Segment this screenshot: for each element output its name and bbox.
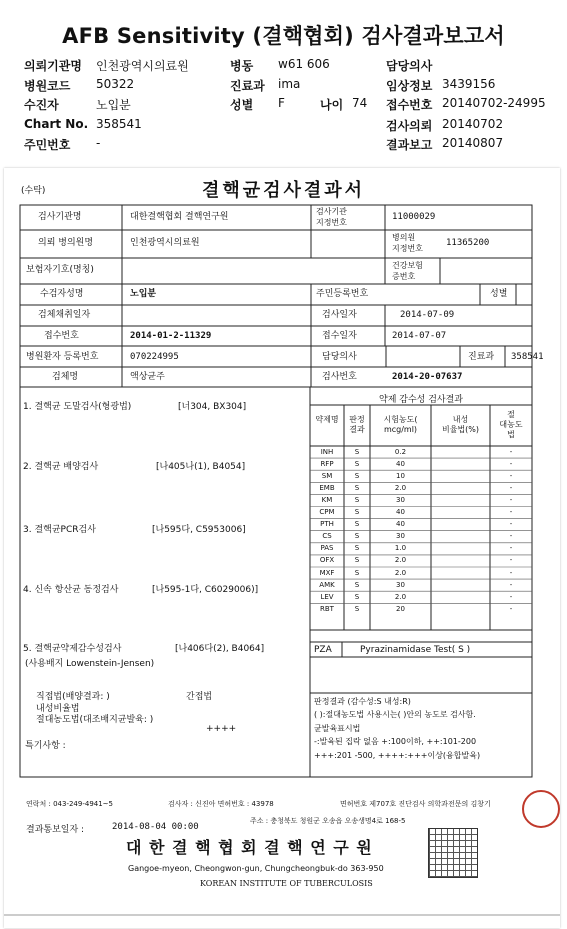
form-field-recv_val: 2014-01-2-11329 <box>130 331 212 341</box>
form-field-specimen: 검체명 <box>52 372 79 382</box>
notice-date-label: 결과통보일자 : <box>26 825 85 835</box>
drug-cell-name: EMB <box>319 483 335 492</box>
header-field-label: Chart No. <box>24 117 89 131</box>
direct-method: 직접법(배양결과: ) <box>36 692 110 702</box>
drug-cell-abs: - <box>509 604 513 613</box>
test-item-code: [나595다, C5953006] <box>152 525 246 535</box>
contact: 연락처 : 043-249-4941~5 <box>26 800 114 808</box>
form-field-dept: 진료과 <box>468 352 495 362</box>
header-field-label: 담당의사 <box>386 59 433 73</box>
drug-cell-conc: 2.0 <box>394 592 407 601</box>
drug-cell-conc: 0.2 <box>394 447 407 456</box>
header-field-label: 병원코드 <box>24 79 71 93</box>
pza-result: Pyrazinamidase Test( S ) <box>360 645 471 655</box>
form-field-test_no_val: 2014-20-07637 <box>392 372 463 382</box>
header-field-label: 접수번호 <box>386 98 433 112</box>
drug-cell-conc: 40 <box>396 520 405 529</box>
form-field-collect: 검체채취일자 <box>38 310 91 320</box>
note-line: -:발육된 집락 없음 +:100이하, ++:101-200 <box>314 737 477 746</box>
special-notes: 특기사항 : <box>25 741 66 751</box>
drug-cell-res: S <box>354 508 360 516</box>
test-item-label: 5. 결핵균약제감수성검사 <box>23 644 122 654</box>
drug-cell-res: S <box>354 532 360 541</box>
header-field-value: w61 606 <box>278 57 330 71</box>
header-field-label: 성별 <box>230 98 254 112</box>
form-field-patient_val: 노입분 <box>130 289 157 299</box>
test-item-code: [나405나(1), B4054] <box>156 462 246 472</box>
header-field-value: 20140702 <box>442 117 504 131</box>
drug-cell-abs: - <box>509 459 513 468</box>
header-field-value: 20140702-24995 <box>442 96 546 110</box>
test-item-label: 2. 결핵균 배양검사 <box>23 462 99 472</box>
drug-cell-conc: 10 <box>396 471 405 480</box>
form-field-dept_val: 358541 <box>511 352 544 362</box>
absolute-method: 절대농도법(대조배지균발육: ) <box>36 715 154 725</box>
drug-cell-conc: 40 <box>396 508 405 516</box>
address: 주소 : 충청북도 청원군 오송읍 오송생명4로 168-5 <box>250 817 406 825</box>
form-field-specimen_val: 액상균주 <box>130 372 165 382</box>
drug-cell-name: RFP <box>320 459 334 468</box>
form-field-patient: 수검자성명 <box>40 289 84 299</box>
header-field-value: ima <box>278 77 301 91</box>
drug-cell-res: S <box>354 580 360 589</box>
drug-cell-conc: 30 <box>396 532 405 541</box>
form-field-reg_val: 070224995 <box>130 352 179 362</box>
header-field-value: 50322 <box>96 77 135 91</box>
drug-cell-name: CPM <box>319 508 335 516</box>
header-field-label: 검사의뢰 <box>386 119 433 133</box>
note-line: +++:201 -500, ++++:+++이상(융합발육) <box>314 751 481 760</box>
indirect-method: 간접법 <box>186 692 213 702</box>
sensitivity-col-header: 절 대농도 법 <box>499 410 523 439</box>
org-address: Gangoe-myeon, Cheongwon-gun, Chungcheongbuk-do 363-950 <box>128 864 384 873</box>
doctor-seal <box>522 790 560 828</box>
form-title: 결핵균검사결과서 <box>201 180 366 201</box>
form-field-test_no: 검사번호 <box>322 372 357 382</box>
drug-cell-name: MXF <box>319 568 335 577</box>
org-name-en: KOREAN INSTITUTE OF TUBERCULOSIS <box>200 879 373 888</box>
test-item-label: 4. 신속 항산균 동정검사 <box>23 585 119 595</box>
header-field-label: 의뢰기관명 <box>24 59 82 73</box>
drug-cell-abs: - <box>509 544 513 553</box>
drug-cell-abs: - <box>509 508 513 516</box>
form-field-recv_date: 접수일자 <box>322 331 357 341</box>
drug-cell-conc: 30 <box>396 580 405 589</box>
header-field-label: 결과보고 <box>386 138 433 152</box>
drug-cell-abs: - <box>509 592 513 601</box>
drug-cell-conc: 2.0 <box>394 568 407 577</box>
header-field-label: 병동 <box>230 59 254 73</box>
header-field-value: 20140807 <box>442 136 504 150</box>
header-field-label: 진료과 <box>230 79 265 93</box>
drug-cell-name: PTH <box>320 520 334 529</box>
drug-cell-name: OFX <box>319 556 335 565</box>
test5-medium: (사용배지 Lowenstein-Jensen) <box>25 659 155 669</box>
drug-cell-abs: - <box>509 447 513 456</box>
test-item-code: [너304, BX304] <box>178 402 247 412</box>
org-name: 대 한 결 핵 협 회 결 핵 연 구 원 <box>126 838 373 857</box>
header-field-label: 임상정보 <box>386 79 433 93</box>
drug-cell-name: INH <box>320 447 334 456</box>
pza-label: PZA <box>314 645 332 655</box>
header-field-value: 3439156 <box>442 77 496 91</box>
drug-cell-res: S <box>354 544 360 553</box>
form-field-inst_no_val: 11000029 <box>392 212 436 222</box>
header-field-value: 74 <box>352 96 368 110</box>
drug-cell-abs: - <box>509 495 513 504</box>
drug-cell-name: CS <box>322 532 332 541</box>
test-item-label: 1. 결핵균 도말검사(형광법) <box>23 402 132 412</box>
form-field-doctor: 담당의사 <box>322 352 357 362</box>
sensitivity-header: 약제 감수성 검사결과 <box>379 395 463 405</box>
test-item-label: 3. 결핵균PCR검사 <box>23 525 96 535</box>
header-field-value: 노입분 <box>96 98 131 112</box>
form-field-inst_no: 검사기관 지정번호 <box>316 207 347 227</box>
doctor-license: 면허번호 제707호 진단검사 의학과전문의 김창기 <box>340 800 491 808</box>
form-field-recv_date_val: 2014-07-07 <box>392 331 447 341</box>
drug-cell-res: S <box>354 483 360 492</box>
ratio-method: 내성비율법 <box>36 704 80 714</box>
header-field-label: 나이 <box>320 98 344 112</box>
sensitivity-col-header: 내성 비율법(%) <box>441 415 480 434</box>
test-item-code: [나406다(2), B4064] <box>175 644 265 654</box>
header-field-value: - <box>96 136 101 150</box>
drug-cell-abs: - <box>509 568 513 577</box>
drug-cell-name: KM <box>321 495 333 504</box>
drug-cell-res: S <box>354 459 360 468</box>
drug-cell-conc: 30 <box>396 495 405 504</box>
form-field-ins2: 건강보험 증번호 <box>392 261 423 281</box>
form-field-hosp_no_val: 11365200 <box>446 238 490 248</box>
drug-cell-res: S <box>354 520 360 529</box>
note-line: ( ):절대농도법 사용시는( )안의 농도로 검사함. <box>314 710 476 719</box>
drug-cell-conc: 1.0 <box>394 544 407 553</box>
drug-cell-name: SM <box>321 471 333 480</box>
form-field-inst: 검사기관명 <box>38 212 82 222</box>
form-field-hosp: 의뢰 병의원명 <box>38 238 94 248</box>
note-line: 판정결과 (감수성:S 내성:R) <box>314 697 411 706</box>
notice-date: 2014-08-04 00:00 <box>112 822 199 832</box>
drug-cell-abs: - <box>509 580 513 589</box>
drug-cell-name: AMK <box>319 580 335 589</box>
sensitivity-col-header: 판정 결과 <box>349 415 365 434</box>
absolute-control-growth: ++++ <box>206 724 237 734</box>
form-field-test_date: 검사일자 <box>322 310 357 320</box>
drug-cell-res: S <box>354 471 360 480</box>
drug-cell-abs: - <box>509 532 513 541</box>
drug-cell-res: S <box>354 592 360 601</box>
form-field-hosp_val: 인천광역시의료원 <box>130 238 200 248</box>
header-field-label: 주민번호 <box>24 138 71 152</box>
drug-cell-name: PAS <box>320 544 334 553</box>
header-field-value: 358541 <box>96 117 142 131</box>
form-code: (수탁) <box>21 186 46 196</box>
institute-seal <box>428 828 478 878</box>
drug-cell-conc: 2.0 <box>394 483 407 492</box>
drug-cell-abs: - <box>509 520 513 529</box>
drug-cell-conc: 2.0 <box>394 556 407 565</box>
drug-cell-res: S <box>354 447 360 456</box>
sensitivity-col-header: 시험농도( mcg/ml) <box>383 415 418 434</box>
form-field-rrn: 주민등록번호 <box>316 289 369 299</box>
drug-cell-abs: - <box>509 556 513 565</box>
sensitivity-col-header: 약제명 <box>315 415 339 424</box>
form-field-test_date_val: 2014-07-09 <box>400 310 455 320</box>
drug-cell-res: S <box>354 556 360 565</box>
form-field-reg: 병원환자 등록번호 <box>26 352 99 362</box>
drug-cell-conc: 40 <box>396 459 405 468</box>
examiner: 검사자 : 신진아 면허번호 : 43978 <box>168 800 274 808</box>
header-field-value: 인천광역시의료원 <box>96 59 189 73</box>
form-field-hosp_no: 병의원 지정번호 <box>392 233 423 253</box>
drug-cell-res: S <box>354 568 360 577</box>
form-field-sex: 성별 <box>490 289 508 299</box>
drug-cell-name: RBT <box>320 604 334 613</box>
report-title: AFB Sensitivity (결핵협회) 검사결과보고서 <box>62 24 505 48</box>
drug-cell-abs: - <box>509 471 513 480</box>
drug-cell-name: LEV <box>320 592 334 601</box>
drug-cell-res: S <box>354 604 360 613</box>
test-item-code: [나595-1다, C6029006)] <box>152 585 259 595</box>
drug-cell-conc: 20 <box>396 604 405 613</box>
header-field-value: F <box>278 96 285 110</box>
drug-cell-abs: - <box>509 483 513 492</box>
drug-cell-res: S <box>354 495 360 504</box>
form-field-ins: 보험자기호(명칭) <box>26 265 94 275</box>
form-field-inst_val: 대한결핵협회 결핵연구원 <box>130 212 229 222</box>
note-line: 균발육표시법 <box>314 724 361 733</box>
form-field-recv: 접수번호 <box>44 331 79 341</box>
header-field-label: 수진자 <box>24 98 59 112</box>
